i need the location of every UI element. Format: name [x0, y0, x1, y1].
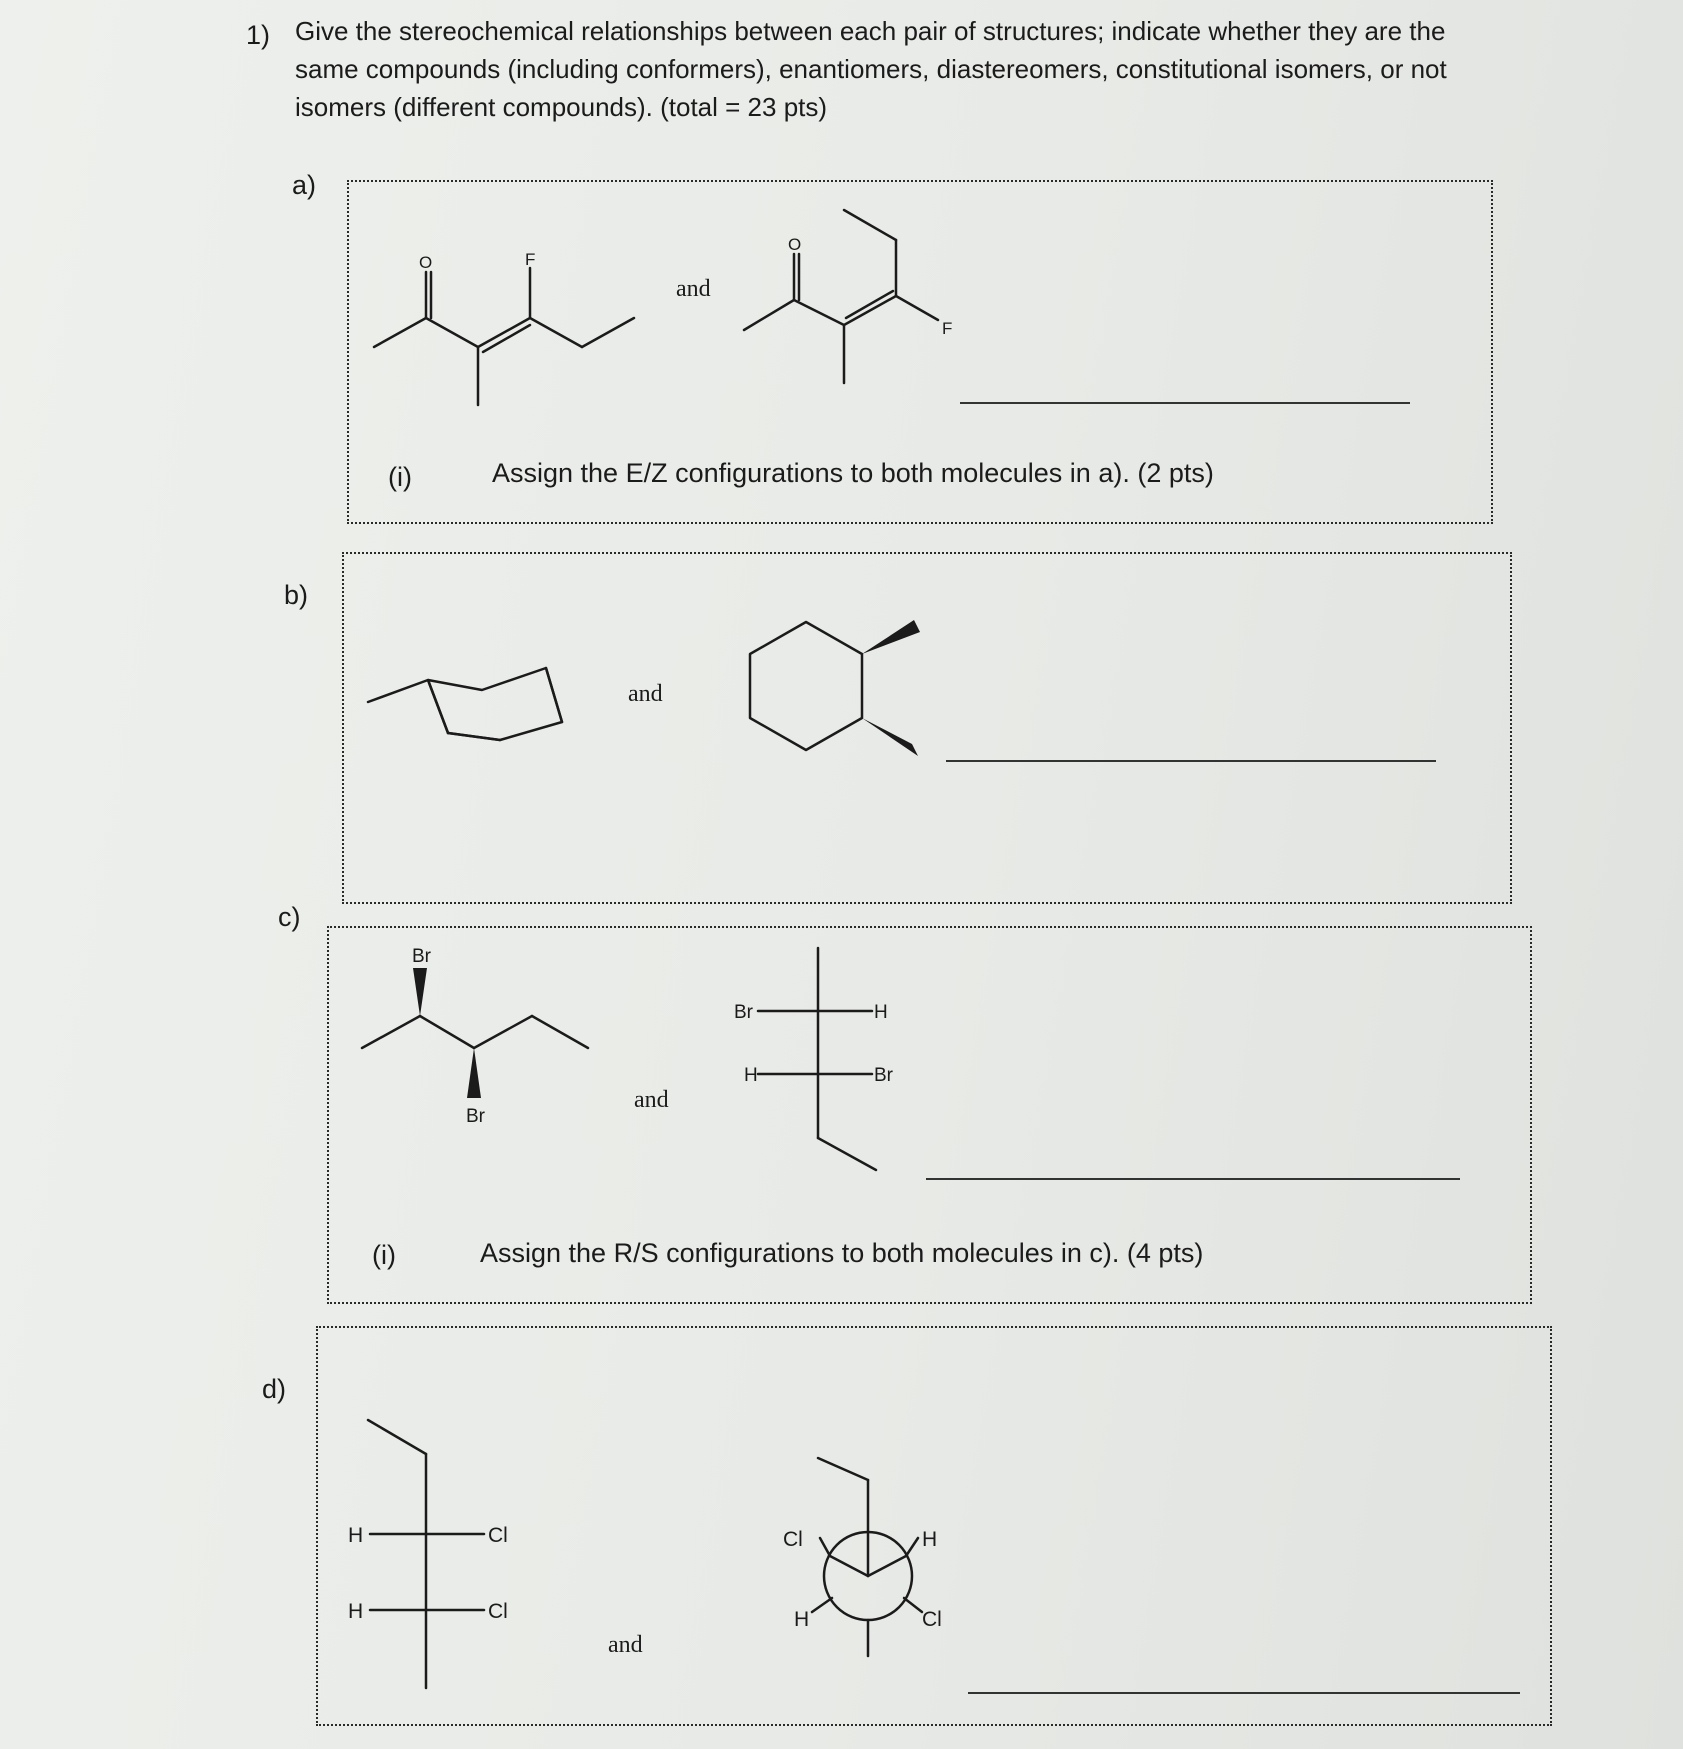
part-b-label: b)	[284, 580, 309, 610]
part-d-fischer-cl-bottom: Cl	[488, 1600, 508, 1623]
part-a-oxygen-1: O	[419, 253, 433, 272]
part-d-newman-cl-right: Cl	[922, 1608, 942, 1631]
part-c-and: and	[634, 1087, 669, 1113]
part-d-fischer-h-bottom: H	[348, 1600, 364, 1623]
part-a-fluorine-1: F	[525, 250, 536, 269]
part-c-sub-text: Assign the R/S configurations to both molecules in c). (4 pts)	[480, 1238, 1204, 1268]
part-c-skeletal	[362, 1016, 588, 1048]
part-c-fischer	[758, 948, 876, 1170]
part-d-fischer	[368, 1420, 484, 1688]
part-b-wedge-bottom	[862, 718, 918, 756]
part-d-newman-cl-left: Cl	[783, 1528, 803, 1551]
part-d-and: and	[608, 1632, 643, 1658]
part-c-br-bottom: Br	[466, 1106, 485, 1127]
question-text: Give the stereochemical relationships between each pair of structures; indicate whether they are the same compounds (including conformers), enantiomers, diastereomers, constitutional isomers, or not isomers (different compounds). (total = 23 pts)	[295, 16, 1447, 122]
part-a-oxygen-2: O	[788, 235, 802, 254]
part-c-wedge-top	[413, 968, 427, 1016]
part-c-fischer-h-left: H	[744, 1065, 758, 1086]
part-d-fischer-cl-top: Cl	[488, 1524, 508, 1547]
part-d-fischer-h-top: H	[348, 1524, 364, 1547]
part-b-chair-cyclohexane	[368, 668, 562, 740]
part-b-wedge-top	[862, 620, 920, 654]
part-a-fluorine-2: F	[942, 319, 953, 338]
part-c-label: c)	[278, 902, 301, 932]
part-a-sub-text: Assign the E/Z configurations to both molecules in a). (2 pts)	[492, 458, 1214, 488]
part-a-molecule-1	[374, 268, 634, 405]
part-c-wedge-bottom	[467, 1048, 481, 1098]
part-b-flat-cyclohexane	[750, 622, 862, 750]
part-a-label: a)	[292, 170, 317, 200]
part-d-newman-h-right: H	[922, 1528, 938, 1551]
part-d-newman	[812, 1458, 922, 1656]
part-c-sub-number: (i)	[372, 1240, 396, 1270]
part-c-br-top: Br	[412, 946, 431, 967]
part-c-fischer-h-right: H	[874, 1002, 888, 1023]
part-a-and: and	[676, 276, 711, 302]
part-d-newman-h-left: H	[794, 1608, 810, 1631]
part-c-fischer-br-right: Br	[874, 1065, 893, 1086]
part-b-and: and	[628, 681, 663, 707]
part-c-fischer-br-left: Br	[734, 1002, 753, 1023]
part-d-label: d)	[262, 1374, 287, 1404]
question-number: 1)	[246, 20, 271, 50]
part-a-molecule-2	[744, 210, 938, 383]
part-a-sub-number: (i)	[388, 462, 412, 492]
